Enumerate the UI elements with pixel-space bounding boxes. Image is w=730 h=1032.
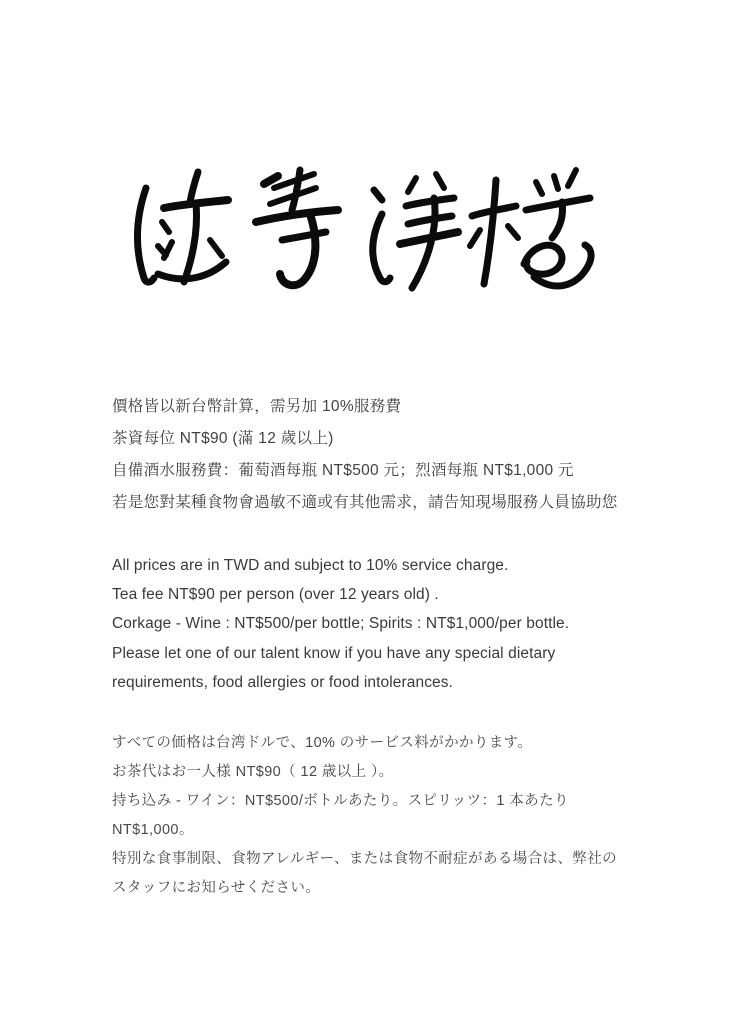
notice-zh-line-1: 價格皆以新台幣計算，需另加 10%服務費: [112, 398, 402, 415]
calligraphy-logo-icon: [124, 162, 598, 312]
notice-chinese: [112, 391, 618, 519]
notice-zh-line-4: 若是您對某種食物會過敏不適或有其他需求，請告知現場服務人員協助您: [112, 494, 618, 511]
notice-en-line-5: requirements, food allergies or food intolerances.: [112, 673, 454, 691]
notice-en-line-2: Tea fee NT$90 per person (over 12 years old) .: [112, 586, 439, 604]
notice-ja-line-1: すべての価格は台湾ドルで、10% のサービス料がかかります。: [112, 735, 533, 751]
notice-zh-line-2: 茶資每位 NT$90 (滿 12 歲以上): [112, 430, 334, 447]
notice-en-line-3: Corkage - Wine : NT$500/per bottle; Spirits : NT$1,000/per bottle.: [112, 615, 570, 633]
notice-ja-line-6: スタッフにお知らせください。: [112, 880, 321, 896]
notice-zh-line-3: 自備酒水服務費：葡萄酒每瓶 NT$500 元；烈酒每瓶 NT$1,000 元: [112, 462, 574, 479]
notice-ja-line-4: NT$1,000。: [112, 822, 194, 838]
notice-japanese: [112, 729, 617, 903]
notice-en-line-4: Please let one of our talent know if you have any special dietary: [112, 644, 556, 662]
notice-ja-line-5: 特別な食事制限、食物アレルギー、または食物不耐症がある場合は、弊社の: [112, 851, 618, 867]
notice-ja-line-3: 持ち込み - ワイン：NT$500/ボトルあたり。スピリッツ：1 本あたり: [112, 793, 569, 809]
notice-en-line-1: All prices are in TWD and subject to 10% service charge.: [112, 557, 509, 574]
notice-english: [112, 551, 569, 697]
notice-ja-line-2: お茶代はお一人様 NT$90（ 12 歳以上 ）。: [112, 764, 394, 780]
